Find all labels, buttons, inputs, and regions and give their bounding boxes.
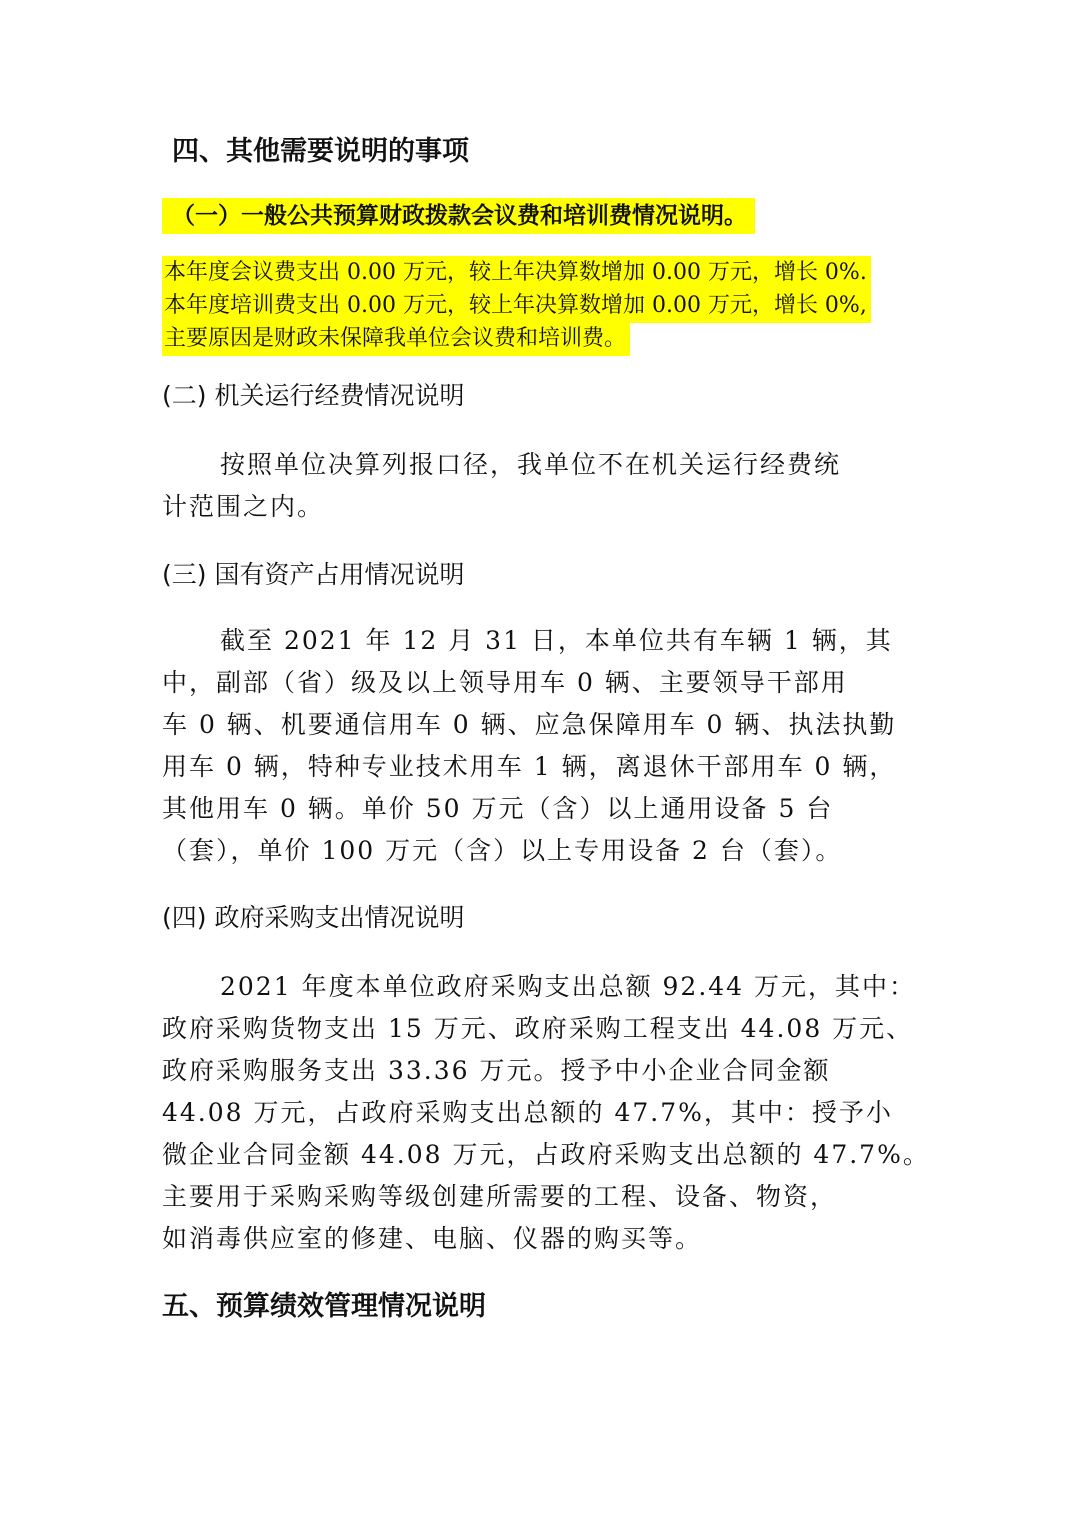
paragraph-line: 截至 2021 年 12 月 31 日，本单位共有车辆 1 辆，其 [220,626,893,655]
section-four-heading: 四、其他需要说明的事项 [172,136,469,167]
paragraph-line: 用车 0 辆，特种专业技术用车 1 辆，离退休干部用车 0 辆， [162,752,897,781]
training-fee-line: 本年度培训费支出 0.00 万元，较上年决算数增加 0.00 万元，增长 0%, [162,289,871,323]
paragraph-line: 其他用车 0 辆。单价 50 万元（含）以上通用设备 5 台 [162,794,834,823]
paragraph-line: 政府采购服务支出 33.36 万元。授予中小企业合同金额 [162,1056,831,1085]
subsection-four-body [162,966,930,1260]
subsection-one-body [162,256,924,355]
paragraph-line: 计范围之内。 [162,492,325,521]
paragraph-line: 如消毒供应室的修建、电脑、仪器的购买等。 [162,1224,703,1253]
paragraph-line: 微企业合同金额 44.08 万元，占政府采购支出总额的 47.7%。 [162,1140,930,1169]
subsection-one-title: （一）一般公共预算财政拨款会议费和培训费情况说明。 [162,198,755,234]
section-five-heading: 五、预算绩效管理情况说明 [162,1291,486,1322]
subsection-three-title: (三) 国有资产占用情况说明 [162,560,465,589]
subsection-two-title: (二) 机关运行经费情况说明 [162,381,465,410]
subsection-three-body [162,620,922,872]
subsection-two-body [162,444,922,528]
subsection-four-title: (四) 政府采购支出情况说明 [162,903,465,932]
paragraph-line: 按照单位决算列报口径，我单位不在机关运行经费统 [220,450,842,479]
paragraph-line: 政府采购货物支出 15 万元、政府采购工程支出 44.08 万元、 [162,1014,914,1043]
paragraph-line: 44.08 万元，占政府采购支出总额的 47.7%，其中：授予小 [162,1098,893,1127]
paragraph-line: 车 0 辆、机要通信用车 0 辆、应急保障用车 0 辆、执法执勤 [162,710,897,739]
paragraph-line: 主要用于采购采购等级创建所需要的工程、设备、物资， [162,1182,838,1211]
paragraph-line: （套），单价 100 万元（含）以上专用设备 2 台（套）。 [162,836,843,865]
meeting-fee-line: 本年度会议费支出 0.00 万元，较上年决算数增加 0.00 万元，增长 0%. [162,256,871,290]
paragraph-line: 中，副部（省）级及以上领导用车 0 辆、主要领导干部用 [162,668,848,697]
paragraph-line: 2021 年度本单位政府采购支出总额 92.44 万元，其中： [220,972,917,1001]
reason-line: 主要原因是财政未保障我单位会议费和培训费。 [162,322,630,356]
